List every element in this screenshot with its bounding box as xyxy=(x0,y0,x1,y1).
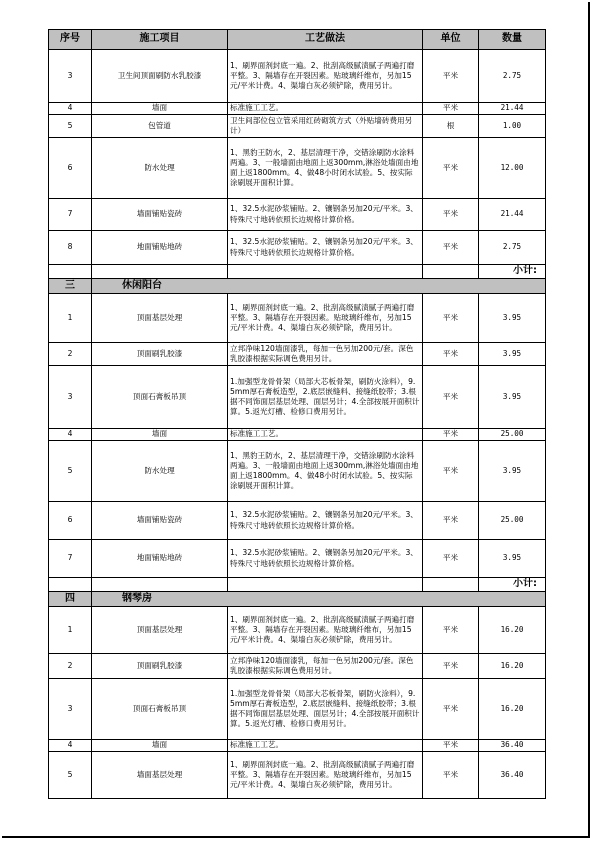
row-method: 1、刷界面剂封底一遍。2、批刮高级腻渍腻子两遍打磨平整。3、隔墙存在开裂因素。贴玻璃纤维布，另加15元/平米计费。4、渠墙白灰必须铲除，费用另计。 xyxy=(228,50,423,103)
table-row xyxy=(49,740,546,752)
table-row xyxy=(49,199,546,231)
row-method: 卫生间部位包立管采用红砖砌筑方式（外贴墙砖费用另计） xyxy=(228,115,423,138)
row-item: 顶面石膏板吊顶 xyxy=(92,366,228,429)
row-no: 3 xyxy=(49,366,92,429)
row-qty: 3.95 xyxy=(479,294,546,343)
subtotal-label: 小计: xyxy=(479,265,546,279)
table-row xyxy=(49,654,546,679)
header-no: 序号 xyxy=(49,30,92,50)
header-method: 工艺做法 xyxy=(228,30,423,50)
row-qty: 36.40 xyxy=(479,740,546,752)
table-row xyxy=(49,294,546,343)
row-item: 防水处理 xyxy=(92,138,228,199)
row-qty: 2.75 xyxy=(479,231,546,265)
row-unit: 平米 xyxy=(423,429,479,441)
table-row xyxy=(49,502,546,540)
row-no: 3 xyxy=(49,50,92,103)
row-item: 墙面 xyxy=(92,740,228,752)
header-qty: 数量 xyxy=(479,30,546,50)
row-method: 1、32.5水泥砂浆铺贴。2、镶钢条另加20元/平米。3、特殊尺寸地砖依照长边规格计算价格。 xyxy=(228,502,423,540)
row-unit: 平米 xyxy=(423,50,479,103)
row-method: 1.加强型龙骨骨架（局部大芯板骨架，刷防火涂料），9.5mm厚石膏板造型，2.底层嵌缝料、接缝纸胶带；3.根据不同饰面层基层处理、面层另计；4.全部按展开面积计算。5.返光灯槽、检修口费用另计。 xyxy=(228,679,423,740)
row-no: 8 xyxy=(49,231,92,265)
table-row xyxy=(49,115,546,138)
header-row xyxy=(49,30,546,50)
row-no: 2 xyxy=(49,343,92,366)
row-no: 1 xyxy=(49,294,92,343)
row-method: 立邦净味120墙面漆乳，每加一色另加200元/套。深色乳胶漆根据实际调色费用另计。 xyxy=(228,343,423,366)
row-item: 顶面基层处理 xyxy=(92,607,228,654)
row-no: 7 xyxy=(49,199,92,231)
row-qty: 36.40 xyxy=(479,752,546,799)
row-method: 1.加强型龙骨骨架（局部大芯板骨架，刷防火涂料），9.5mm厚石膏板造型，2.底层嵌缝料、接缝纸胶带；3.根据不同饰面层基层处理、面层另计；4.全部按展开面积计算。5.返光灯槽、检修口费用另计。 xyxy=(228,366,423,429)
row-qty: 25.00 xyxy=(479,502,546,540)
row-qty: 16.20 xyxy=(479,607,546,654)
row-qty: 1.00 xyxy=(479,115,546,138)
row-unit: 平米 xyxy=(423,752,479,799)
row-method: 1、刷界面剂封底一遍。2、批刮高级腻渍腻子两遍打磨平整。3、隔墙存在开裂因素。贴玻璃纤维布，另加15元/平米计费。4、渠墙白灰必须铲除，费用另计。 xyxy=(228,752,423,799)
subtotal-row xyxy=(49,265,546,279)
row-qty: 3.95 xyxy=(479,540,546,578)
table-row xyxy=(49,343,546,366)
row-qty: 16.20 xyxy=(479,654,546,679)
section-title: 休闲阳台 xyxy=(92,279,546,294)
row-qty: 3.95 xyxy=(479,343,546,366)
row-item: 墙面 xyxy=(92,429,228,441)
table-row xyxy=(49,103,546,115)
row-qty: 2.75 xyxy=(479,50,546,103)
row-qty: 21.44 xyxy=(479,199,546,231)
row-method: 标准施工工艺。 xyxy=(228,429,423,441)
row-unit: 平米 xyxy=(423,607,479,654)
row-no: 5 xyxy=(49,752,92,799)
row-method: 立邦净味120墙面漆乳，每加一色另加200元/套。深色乳胶漆根据实际调色费用另计。 xyxy=(228,654,423,679)
row-method: 1、黑豹王防水，2、基层清理干净，交错涂刷防水涂料两遍。3、一般墙面由地面上返300mm,淋浴处墙面由地面上返1800mm。4、做48小时闭水试验。5、按实际涂刷展开面积计算。 xyxy=(228,441,423,502)
row-no: 7 xyxy=(49,540,92,578)
row-qty: 25.00 xyxy=(479,429,546,441)
row-item: 顶面基层处理 xyxy=(92,294,228,343)
row-unit: 平米 xyxy=(423,294,479,343)
table-row xyxy=(49,366,546,429)
row-no: 4 xyxy=(49,103,92,115)
row-qty: 16.20 xyxy=(479,679,546,740)
row-method: 1、32.5水泥砂浆铺贴。2、镶钢条另加20元/平米。3、特殊尺寸地砖依照长边规格计算价格。 xyxy=(228,199,423,231)
row-qty: 21.44 xyxy=(479,103,546,115)
row-no: 5 xyxy=(49,441,92,502)
row-item: 墙面铺贴瓷砖 xyxy=(92,502,228,540)
table-row xyxy=(49,540,546,578)
row-method: 1、32.5水泥砂浆铺贴。2、镶钢条另加20元/平米。3、特殊尺寸地砖依照长边规格计算价格。 xyxy=(228,540,423,578)
row-item: 地面铺贴地砖 xyxy=(92,231,228,265)
row-item: 卫生间顶面刷防水乳胶漆 xyxy=(92,50,228,103)
section-title: 钢琴房 xyxy=(92,592,546,607)
quote-table xyxy=(48,29,546,799)
row-unit: 平米 xyxy=(423,740,479,752)
row-no: 2 xyxy=(49,654,92,679)
row-method: 标准施工工艺。 xyxy=(228,103,423,115)
row-unit: 平米 xyxy=(423,138,479,199)
subtotal-row xyxy=(49,578,546,592)
row-item: 墙面铺贴瓷砖 xyxy=(92,199,228,231)
table-row xyxy=(49,429,546,441)
row-no: 4 xyxy=(49,429,92,441)
row-unit: 平米 xyxy=(423,231,479,265)
row-method: 标准施工工艺。 xyxy=(228,740,423,752)
row-qty: 3.95 xyxy=(479,366,546,429)
row-item: 墙面基层处理 xyxy=(92,752,228,799)
row-unit: 平米 xyxy=(423,502,479,540)
row-unit: 平米 xyxy=(423,199,479,231)
row-method: 1、刷界面剂封底一遍。2、批刮高级腻渍腻子两遍打磨平整。3、隔墙存在开裂因素。贴玻璃纤维布，另加15元/平米计费。4、渠墙白灰必须铲除，费用另计。 xyxy=(228,607,423,654)
row-item: 包管道 xyxy=(92,115,228,138)
section-number: 三 xyxy=(49,279,92,294)
subtotal-label: 小计: xyxy=(479,578,546,592)
row-unit: 平米 xyxy=(423,343,479,366)
row-method: 1、32.5水泥砂浆铺贴。2、镶钢条另加20元/平米。3、特殊尺寸地砖依照长边规格计算价格。 xyxy=(228,231,423,265)
table-row xyxy=(49,752,546,799)
row-method: 1、黑豹王防水，2、基层清理干净，交错涂刷防水涂料两遍。3、一般墙面由地面上返300mm,淋浴处墙面由地面上返1800mm。4、做48小时闭水试验。5、按实际涂刷展开面积计算。 xyxy=(228,138,423,199)
table-row xyxy=(49,607,546,654)
row-no: 6 xyxy=(49,138,92,199)
row-item: 顶面石膏板吊顶 xyxy=(92,679,228,740)
table-row xyxy=(49,231,546,265)
row-no: 4 xyxy=(49,740,92,752)
row-item: 顶面刷乳胶漆 xyxy=(92,654,228,679)
section-header xyxy=(49,279,546,294)
row-unit: 平米 xyxy=(423,366,479,429)
row-no: 5 xyxy=(49,115,92,138)
row-no: 6 xyxy=(49,502,92,540)
row-item: 地面铺贴地砖 xyxy=(92,540,228,578)
row-unit: 平米 xyxy=(423,103,479,115)
table-row xyxy=(49,441,546,502)
section-number: 四 xyxy=(49,592,92,607)
row-unit: 平米 xyxy=(423,654,479,679)
row-item: 防水处理 xyxy=(92,441,228,502)
table-row xyxy=(49,50,546,103)
row-unit: 平米 xyxy=(423,441,479,502)
header-unit: 单位 xyxy=(423,30,479,50)
row-unit: 根 xyxy=(423,115,479,138)
row-unit: 平米 xyxy=(423,679,479,740)
row-qty: 12.00 xyxy=(479,138,546,199)
header-item: 施工项目 xyxy=(92,30,228,50)
table-row xyxy=(49,679,546,740)
section-header xyxy=(49,592,546,607)
row-qty: 3.95 xyxy=(479,441,546,502)
row-unit: 平米 xyxy=(423,540,479,578)
row-item: 墙面 xyxy=(92,103,228,115)
row-method: 1、刷界面剂封底一遍。2、批刮高级腻渍腻子两遍打磨平整。3、隔墙存在开裂因素。贴玻璃纤维布，另加15元/平米计费。4、渠墙白灰必须铲除，费用另计。 xyxy=(228,294,423,343)
row-item: 顶面刷乳胶漆 xyxy=(92,343,228,366)
table-row xyxy=(49,138,546,199)
row-no: 1 xyxy=(49,607,92,654)
row-no: 3 xyxy=(49,679,92,740)
